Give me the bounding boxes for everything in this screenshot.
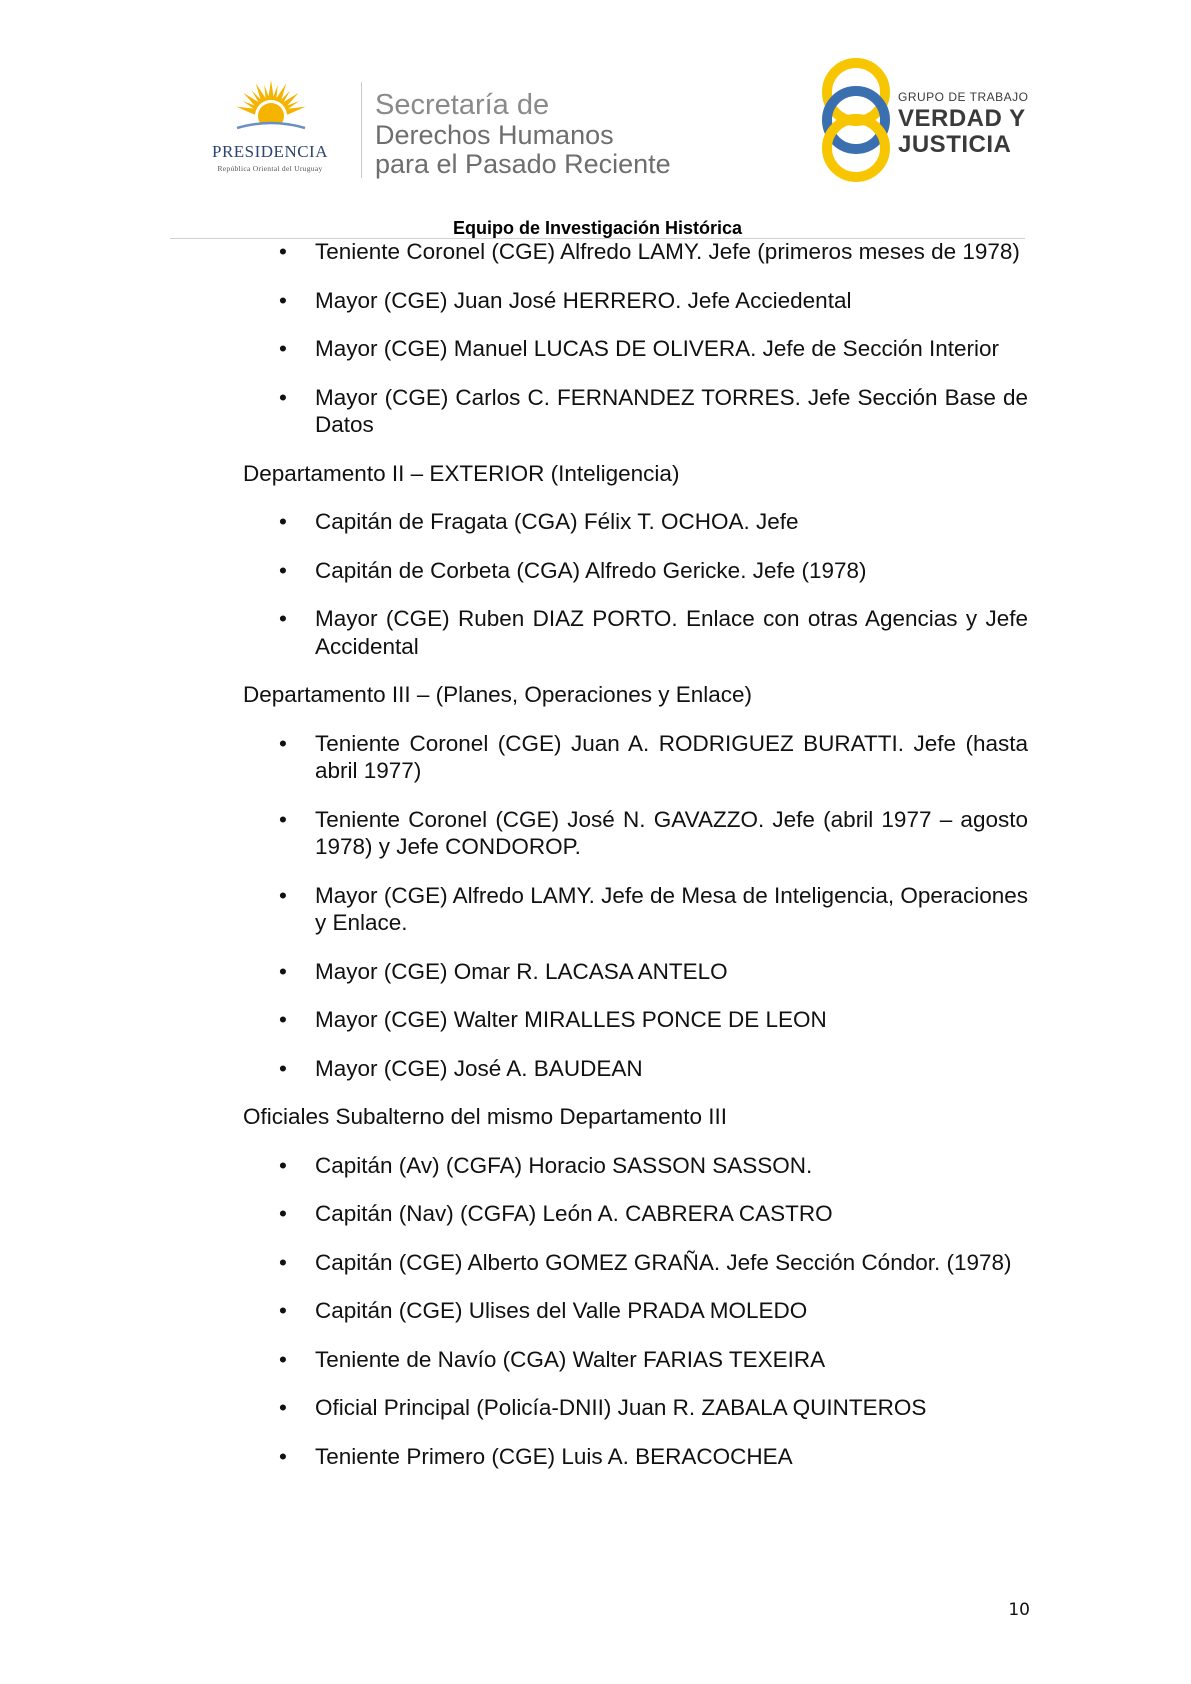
list-item [243, 1055, 1028, 1083]
list-item [243, 335, 1028, 363]
bullet-icon: • [279, 384, 287, 410]
list-item-text: Teniente Coronel (CGE) José N. GAVAZZO. Jefe (abril 1977 – agosto 1978) y Jefe CONDOROP. [315, 806, 1028, 859]
list-item [243, 1200, 1028, 1228]
list-item-text: Mayor (CGE) Juan José HERRERO. Jefe Acciedental [315, 287, 852, 313]
list-item-text: Mayor (CGE) Ruben DIAZ PORTO. Enlace con otras Agencias y Jefe Accidental [315, 606, 1028, 659]
verdad-justicia-logo [820, 56, 1040, 184]
list-item [243, 958, 1028, 986]
bullet-icon: • [279, 1298, 287, 1323]
bullet-icon: • [279, 239, 287, 264]
list-item [243, 557, 1028, 585]
list-item-text: Mayor (CGE) Omar R. LACASA ANTELO [315, 958, 728, 984]
list-item-text: Mayor (CGE) Carlos C. FERNANDEZ TORRES. Jefe Sección Base de Datos [315, 384, 1028, 437]
list-item [243, 508, 1028, 536]
list-item-text: Capitán (Av) (CGFA) Horacio SASSON SASSON. [315, 1152, 813, 1178]
list-item [243, 1346, 1028, 1374]
bullet-icon: • [279, 1152, 287, 1178]
bullet-icon: • [279, 806, 287, 832]
list-item [243, 384, 1028, 439]
list-item-text: Capitán (Nav) (CGFA) León A. CABRERA CASTRO [315, 1201, 833, 1226]
list-item [243, 1443, 1028, 1471]
rings-icon [820, 56, 892, 184]
grupo-title-line1: VERDAD Y [898, 105, 1026, 132]
list-item [243, 287, 1028, 315]
bullet-icon: • [279, 557, 287, 583]
page-header [0, 0, 1191, 260]
bullet-icon: • [279, 1395, 287, 1420]
bullet-icon: • [279, 336, 287, 361]
bullet-icon: • [279, 1201, 287, 1226]
list-item-text: Oficial Principal (Policía-DNII) Juan R. ZABALA QUINTEROS [315, 1395, 927, 1420]
list-item-text: Teniente de Navío (CGA) Walter FARIAS TEXEIRA [315, 1346, 826, 1372]
bullet-icon: • [279, 1249, 287, 1275]
bullet-icon: • [279, 606, 287, 631]
document-body [243, 238, 1028, 1491]
bullet-icon: • [279, 1055, 287, 1081]
sun-icon [235, 78, 307, 142]
secretaria-line1: Secretaría de [375, 89, 550, 121]
team-title: Equipo de Investigación Histórica [452, 218, 743, 238]
list-item-text: Capitán (CGE) Alberto GOMEZ GRAÑA. Jefe Sección Cóndor. (1978) [315, 1249, 1012, 1275]
list-item [243, 1249, 1028, 1277]
logo-divider [361, 82, 362, 178]
grupo-title-line2: JUSTICIA [898, 131, 1012, 158]
list-item [243, 1297, 1028, 1325]
bullet-icon: • [279, 509, 287, 534]
group3-list [243, 730, 1028, 1083]
presidencia-logo [190, 78, 350, 178]
list-item [243, 238, 1028, 266]
list-item [243, 730, 1028, 785]
bullet-icon: • [279, 882, 287, 908]
bullet-icon: • [279, 1346, 287, 1372]
list-item [243, 1394, 1028, 1422]
grupo-pre: GRUPO DE TRABAJO [898, 90, 1029, 104]
presidencia-subtitle: República Oriental del Uruguay [217, 164, 323, 173]
list-item-text: Teniente Coronel (CGE) Juan A. RODRIGUEZ BURATTI. Jefe (hasta abril 1977) [315, 730, 1028, 783]
list-item-text: Mayor (CGE) José A. BAUDEAN [315, 1055, 643, 1081]
secretaria-line3: para el Pasado Reciente [375, 149, 671, 179]
list-item [243, 882, 1028, 937]
presidencia-name: PRESIDENCIA [211, 142, 328, 161]
list-item-text: Mayor (CGE) Alfredo LAMY. Jefe de Mesa de Inteligencia, Operaciones y Enlace. [315, 882, 1028, 935]
list-item [243, 1152, 1028, 1180]
section-heading: Departamento III – (Planes, Operaciones y Enlace) [243, 682, 753, 707]
secretaria-logo [375, 90, 671, 179]
bullet-icon: • [279, 1443, 287, 1469]
section-heading: Departamento II – EXTERIOR (Inteligencia) [243, 460, 680, 486]
list-item [243, 1006, 1028, 1034]
bullet-icon: • [279, 287, 287, 313]
bullet-icon: • [279, 958, 287, 984]
section-heading: Oficiales Subalterno del mismo Departamento III [243, 1104, 727, 1129]
group1-list [243, 238, 1028, 439]
list-item-text: Teniente Coronel (CGE) Alfredo LAMY. Jefe (primeros meses de 1978) [315, 239, 1020, 264]
list-item-text: Mayor (CGE) Manuel LUCAS DE OLIVERA. Jefe de Sección Interior [315, 336, 1000, 361]
group2-list [243, 508, 1028, 660]
list-item-text: Capitán (CGE) Ulises del Valle PRADA MOLEDO [315, 1298, 808, 1323]
list-item [243, 806, 1028, 861]
list-item-text: Capitán de Fragata (CGA) Félix T. OCHOA. Jefe [315, 509, 799, 534]
list-item-text: Teniente Primero (CGE) Luis A. BERACOCHEA [315, 1443, 793, 1469]
bullet-icon: • [279, 1007, 287, 1032]
secretaria-line2: Derechos Humanos [375, 120, 614, 150]
list-item-text: Mayor (CGE) Walter MIRALLES PONCE DE LEON [315, 1007, 827, 1032]
bullet-icon: • [279, 730, 287, 756]
list-item [243, 605, 1028, 660]
page-number: 10 [1008, 1600, 1030, 1620]
list-item-text: Capitán de Corbeta (CGA) Alfredo Gericke. Jefe (1978) [315, 557, 867, 583]
group4-list [243, 1152, 1028, 1471]
